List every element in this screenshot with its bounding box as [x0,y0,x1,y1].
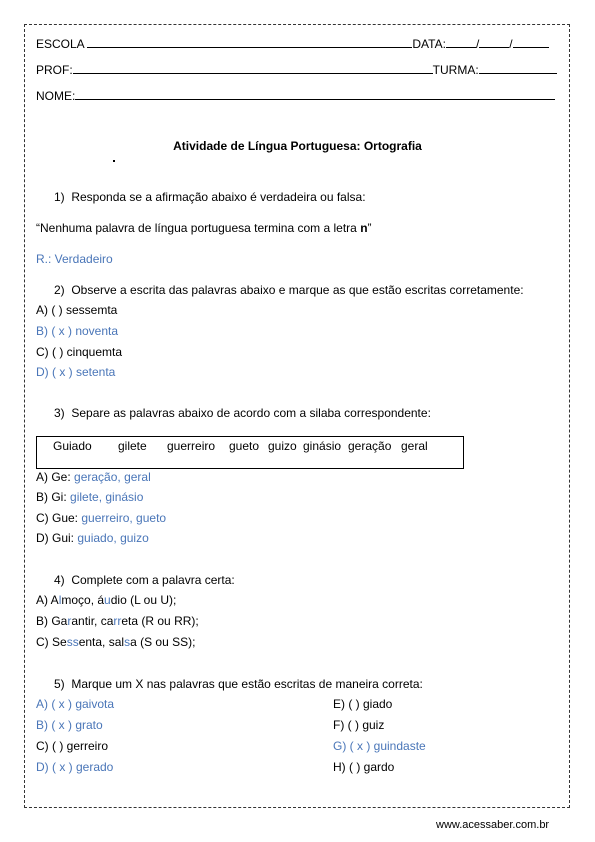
footer-url[interactable]: www.acessaber.com.br [436,819,550,831]
q5-number: 5) [54,677,65,691]
q1-prompt [54,190,366,204]
date-month-field[interactable] [479,36,509,48]
q4-filled-letter: r [67,614,72,628]
escola-field[interactable] [87,36,412,48]
q5-option-b[interactable]: B) ( x ) grato [36,718,103,732]
word-bank-word: gueto [229,439,260,453]
q4-filled-letter: ss [66,635,79,649]
q3-number: 3) [54,406,65,420]
q1-quote [36,221,372,235]
nome-label: NOME: [36,89,76,103]
data-label: DATA: [412,37,446,51]
q2-option-d[interactable]: D) ( x ) setenta [36,365,116,379]
q4-item [36,593,176,607]
q3-answer-label: B) Gi: [36,490,67,504]
word-bank-word: ginásio [303,439,342,453]
q1-quote-text: “Nenhuma palavra de língua portuguesa termina com a letra [36,221,361,235]
word-bank-word: geração [348,439,392,453]
q2-number: 2) [54,283,65,297]
q2-option-b[interactable]: B) ( x ) noventa [36,324,119,338]
q4-text-part: moço, á [61,593,105,607]
q2-option-a[interactable]: A) ( ) sessemta [36,303,118,317]
q3-answer-row [36,470,151,484]
q5-option-g[interactable]: G) ( x ) guindaste [333,739,426,753]
q5-option-c[interactable]: C) ( ) gerreiro [36,739,109,753]
q1-quote-close: ” [367,221,372,235]
q5-option-e[interactable]: E) ( ) giado [333,697,393,711]
q4-item [36,614,199,628]
q4-item [36,635,195,649]
q4-text-part: A) A [36,593,59,607]
q1-answer: R.: Verdadeiro [36,252,113,266]
q5-option-h[interactable]: H) ( ) gardo [333,760,395,774]
date-sep-2: / [509,37,513,51]
nome-row [36,88,555,103]
q3-answer-value: guiado, guizo [77,531,149,545]
q4-text-part: a (S ou SS); [130,635,196,649]
q3-answer-value: gilete, ginásio [70,490,144,504]
escola-label: ESCOLA [36,37,85,51]
q4-number: 4) [54,573,65,587]
word-bank-word: gilete [118,439,147,453]
q2-text: Observe a escrita das palavras abaixo e marque as que estão escritas corretamente: [71,283,524,297]
q3-answer-row [36,531,149,545]
q3-text: Separe as palavras abaixo de acordo com a silaba correspondente: [71,406,431,420]
q4-text-part: C) Se [36,635,67,649]
q4-text-part: enta, sal [78,635,125,649]
nome-field[interactable] [75,88,555,100]
q3-answer-value: geração, geral [74,470,151,484]
date-sep-1: / [475,37,480,51]
q4-text-part: eta (R ou RR); [121,614,199,628]
q4-text-part: antir, ca [71,614,114,628]
q3-answer-value: guerreiro, gueto [81,511,167,525]
q4-filled-letter: u [104,593,111,607]
prof-row [36,62,557,77]
q3-answer-label: D) Gui: [36,531,75,545]
q5-option-d[interactable]: D) ( x ) gerado [36,760,114,774]
word-bank-word: guerreiro [167,439,216,453]
q3-answer-row [36,490,143,504]
stray-dot [113,160,115,162]
q3-answer-row [36,511,166,525]
word-bank-word: guizo [268,439,297,453]
q3-answer-label: A) Ge: [36,470,71,484]
word-bank-word: geral [401,439,428,453]
q5-option-f[interactable]: F) ( ) guiz [333,718,385,732]
q1-quote-letter: n [360,221,368,235]
turma-label: TURMA: [432,63,479,77]
q3-prompt [54,406,431,420]
turma-field[interactable] [479,62,557,74]
q3-answer-label: C) Gue: [36,511,79,525]
q1-number: 1) [54,190,65,204]
q5-option-a[interactable]: A) ( x ) gaivota [36,697,115,711]
q4-text: Complete com a palavra certa: [71,573,235,587]
prof-field[interactable] [73,62,433,74]
q4-filled-letter: rr [113,614,122,628]
q4-filled-letter: s [124,635,131,649]
q4-prompt [54,573,235,587]
page-title: Atividade de Língua Portuguesa: Ortografia [173,139,422,153]
q5-text: Marque um X nas palavras que estão escritas de maneira correta: [71,677,423,691]
word-bank-word: Guiado [53,439,92,453]
prof-label: PROF: [36,63,73,77]
q1-text: Responda se a afirmação abaixo é verdadeira ou falsa: [71,190,366,204]
escola-row [36,36,549,51]
q4-text-part: B) Ga [36,614,68,628]
date-year-field[interactable] [513,36,549,48]
q5-prompt [54,677,423,691]
date-day-field[interactable] [446,36,476,48]
q2-option-c[interactable]: C) ( ) cinquemta [36,345,123,359]
q4-text-part: dio (L ou U); [110,593,177,607]
q4-filled-letter: l [58,593,62,607]
q2-prompt [54,283,524,297]
